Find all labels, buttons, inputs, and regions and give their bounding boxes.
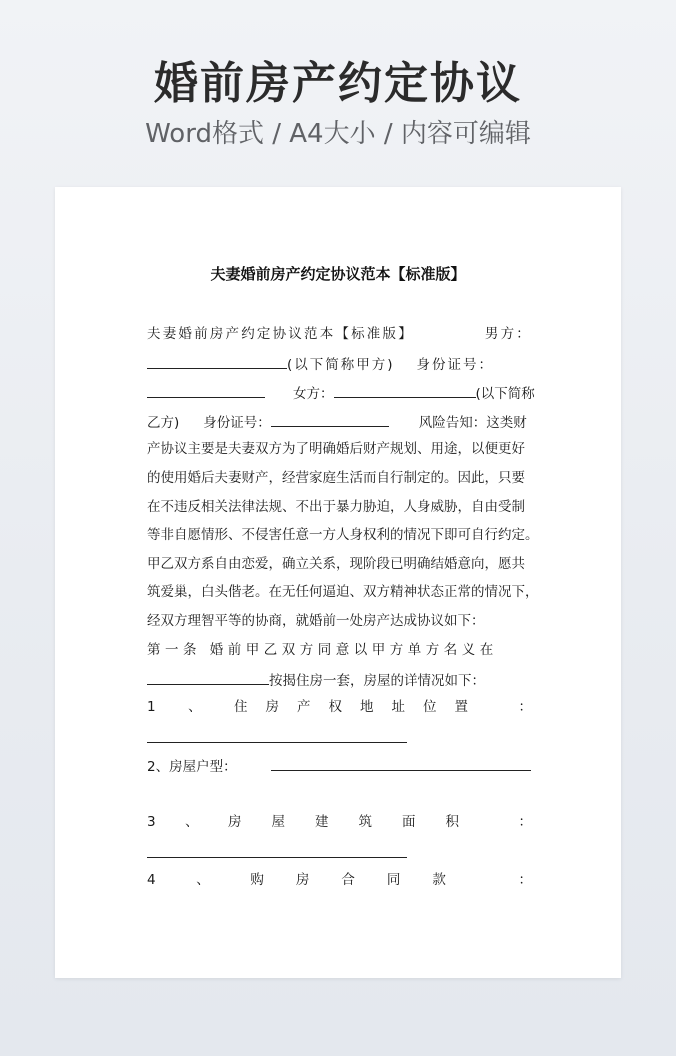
item-2-number: 2、 [147, 759, 170, 775]
doc-line-1 [147, 326, 532, 342]
property-location-blank[interactable] [147, 671, 269, 685]
item-4-colon: ： [518, 872, 532, 888]
item-1-label: 住房产权地址位置 [234, 699, 487, 715]
item-2-line [147, 757, 532, 775]
doc-line-5: 产协议主要是夫妻双方为了明确婚后财产规划、用途，以便更好 [147, 441, 525, 457]
male-party-label: 男方： [484, 326, 532, 342]
item-1-line [147, 699, 532, 715]
doc-line-2 [147, 355, 532, 373]
doc-line-6: 的使用婚后夫妻财产，经营家庭生活而自行制定的。因此，只要 [147, 470, 525, 486]
item-4-label: 购房合同款 [250, 872, 478, 888]
doc-line-8: 等非自愿情形、不侵害任意一方人身权利的情况下即可自行约定。 [147, 527, 539, 543]
item-1-separator: 、 [188, 699, 202, 715]
item-3-line [147, 814, 532, 830]
male-name-blank[interactable] [147, 355, 287, 369]
doc-line-4 [147, 413, 532, 431]
doc-line-7: 在不违反相关法律法规、不出于暴力胁迫，人身威胁，自由受制 [147, 499, 525, 515]
doc-line-13 [147, 671, 532, 689]
party-a-note: (以下简称甲方) [287, 357, 395, 373]
item-3-label: 房屋建筑面积 [228, 814, 490, 830]
female-party-label: 女方： [293, 386, 334, 402]
doc-heading-repeat: 夫妻婚前房产约定协议范本【标准版】 [147, 326, 414, 342]
female-id-blank[interactable] [271, 413, 389, 427]
article-1-line: 第一条 婚前甲乙双方同意以甲方单方名义在 [147, 642, 498, 658]
mortgage-house-text: 按揭住房一套，房屋的详情况如下： [269, 673, 485, 689]
doc-line-9: 甲乙双方系自由恋爱，确立关系，现阶段已明确结婚意向，愿共 [147, 556, 525, 572]
doc-line-11: 经双方理智平等的协商，就婚前一处房产达成协议如下： [147, 613, 485, 629]
item-4-separator: 、 [196, 872, 210, 888]
party-b-note-end: 乙方) [147, 415, 180, 431]
item-3-separator: 、 [185, 814, 199, 830]
house-type-blank[interactable] [271, 757, 531, 771]
item-1-number: 1 [147, 699, 156, 715]
item-2-label: 房屋户型： [169, 759, 237, 775]
risk-notice-start: 风险告知：这类财 [418, 415, 527, 431]
item-3-number: 3 [147, 814, 156, 830]
doc-line-10: 筑爱巢，白头偕老。在无任何逼迫、双方精神状态正常的情况下， [147, 584, 539, 600]
doc-line-3 [147, 384, 535, 402]
party-b-note-start: (以下简称 [475, 386, 535, 402]
item-4-line [147, 872, 532, 888]
item-4-number: 4 [147, 872, 156, 888]
item-1-answer-line[interactable] [147, 742, 407, 743]
document-title: 夫妻婚前房产约定协议范本【标准版】 [210, 265, 466, 283]
male-id-blank[interactable] [147, 384, 265, 398]
item-1-colon: ： [518, 699, 532, 715]
id-number-label-a: 身份证号： [416, 357, 495, 373]
item-3-answer-line[interactable] [147, 857, 407, 858]
poster-title: 婚前房产约定协议 [154, 58, 522, 109]
id-number-label-b: 身份证号： [203, 415, 271, 431]
poster-subtitle: Word格式 / A4大小 / 内容可编辑 [145, 119, 531, 149]
item-3-colon: ： [518, 814, 532, 830]
document-page [55, 187, 621, 978]
female-name-blank[interactable] [334, 384, 476, 398]
